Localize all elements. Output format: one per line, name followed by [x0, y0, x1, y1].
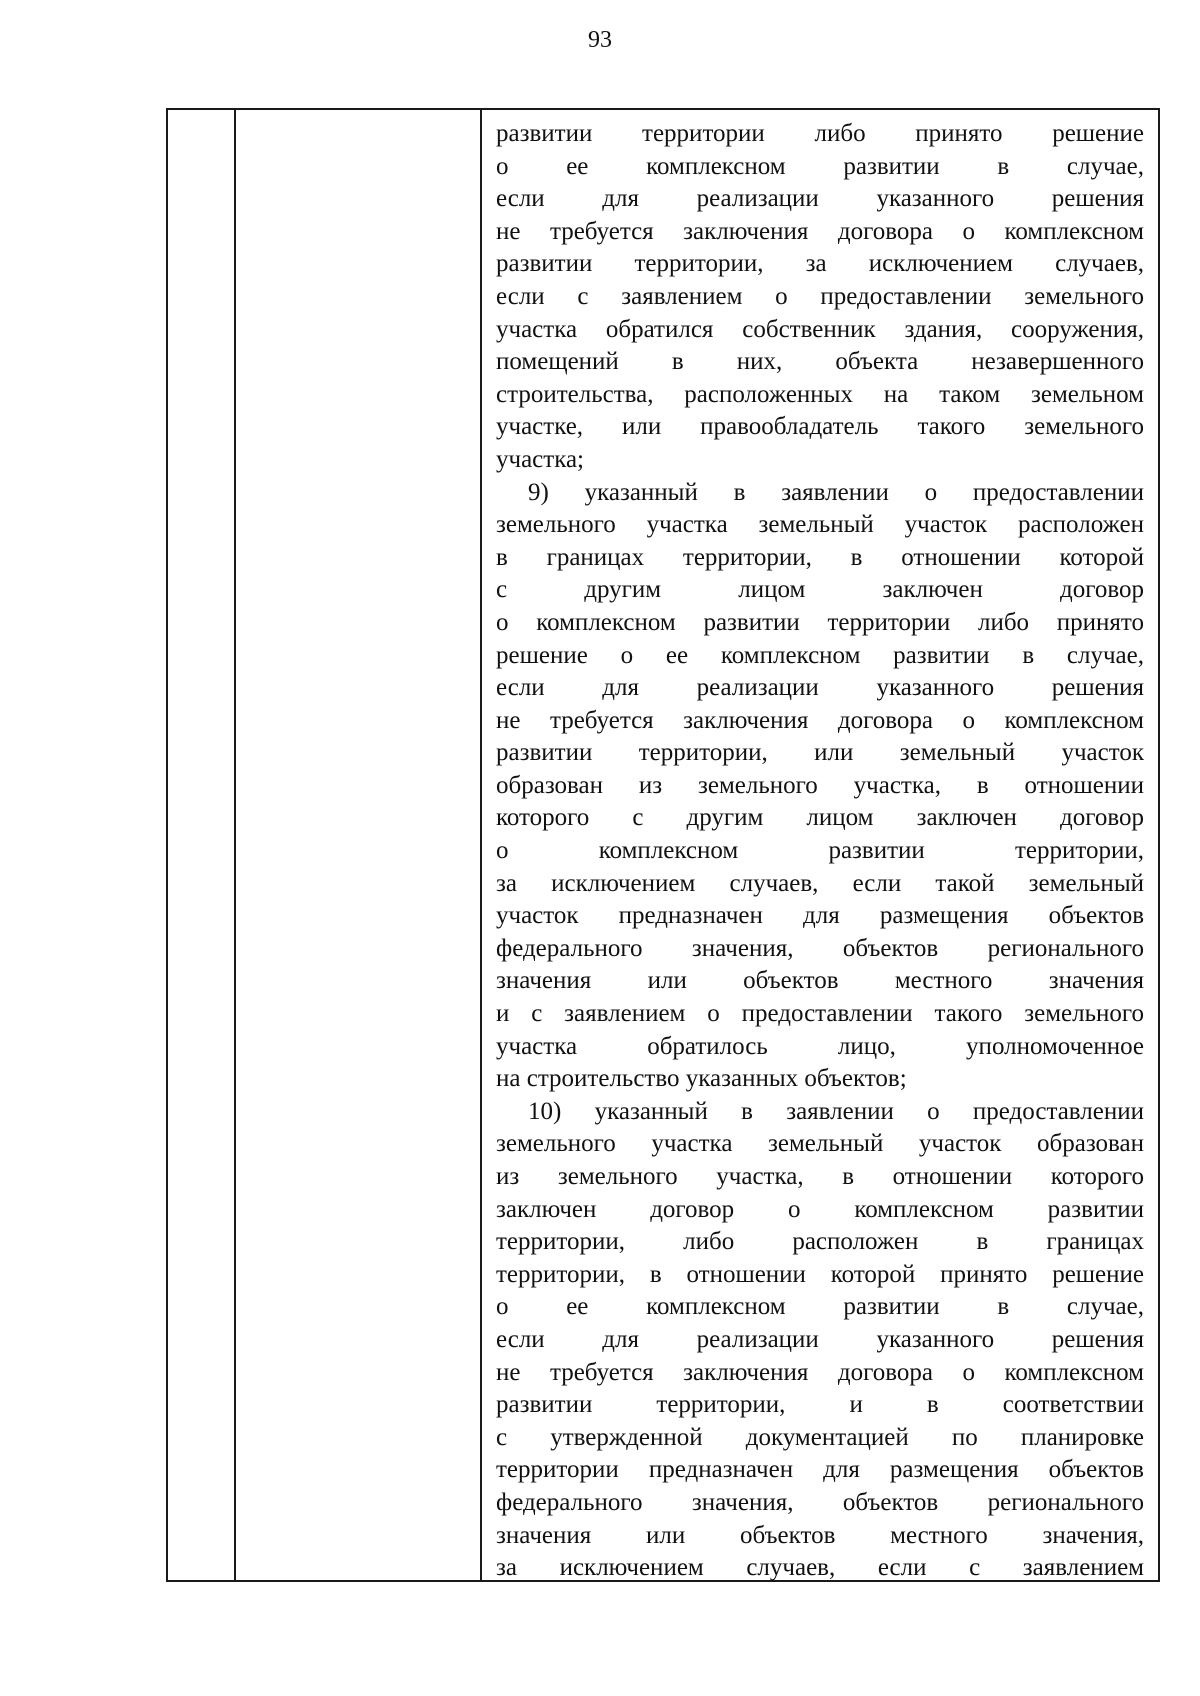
- text-line: развитии территории либо принято решение: [496, 120, 1144, 147]
- text-line: развитии территории, за исключением случаев,: [496, 250, 1144, 278]
- text-line: развитии территории, и в соответствии: [496, 1391, 1144, 1419]
- text-line: о ее комплексном развитии в случае,: [496, 1293, 1144, 1321]
- text-line: участок предназначен для размещения объектов: [496, 902, 1144, 930]
- text-line: 10) указанный в заявлении о предоставлении: [528, 1097, 1144, 1125]
- text-line: которого с другим лицом заключен договор: [496, 804, 1144, 832]
- text-line: участка обратилось лицо, уполномоченное: [496, 1032, 1144, 1060]
- text-line: о комплексном развитии территории либо принято: [496, 608, 1144, 636]
- document-table: [166, 108, 1160, 1582]
- text-line: участка обратился собственник здания, сооружения,: [496, 315, 1144, 343]
- table-cell-text: [496, 118, 1144, 1585]
- text-line: строительства, расположенных на таком земельном: [496, 380, 1144, 408]
- text-line: о комплексном развитии территории,: [496, 837, 1144, 865]
- text-line: из земельного участка, в отношении которого: [496, 1163, 1144, 1190]
- text-line: территории, либо расположен в границах: [496, 1228, 1144, 1256]
- column-divider-1: [234, 110, 236, 1580]
- text-line: территории предназначен для размещения объектов: [496, 1456, 1144, 1484]
- text-line: не требуется заключения договора о комплексном: [496, 706, 1144, 734]
- page-number: 93: [588, 27, 612, 53]
- text-line: помещений в них, объекта незавершенного: [496, 348, 1144, 376]
- text-line: о ее комплексном развитии в случае,: [496, 152, 1144, 180]
- text-line: с другим лицом заключен договор: [496, 576, 1144, 604]
- text-line: территории, в отношении которой принято решение: [496, 1260, 1144, 1288]
- text-line: федерального значения, объектов регионального: [496, 934, 1144, 962]
- text-line: решение о ее комплексном развитии в случае,: [496, 641, 1144, 669]
- text-line: с утвержденной документацией по планировке: [496, 1423, 1144, 1451]
- text-line: образован из земельного участка, в отношении: [496, 771, 1144, 799]
- text-line: и с заявлением о предоставлении такого земельного: [496, 1000, 1144, 1028]
- text-line: значения или объектов местного значения: [496, 967, 1144, 995]
- text-line: если для реализации указанного решения: [496, 674, 1144, 702]
- text-line: заключен договор о комплексном развитии: [496, 1195, 1144, 1223]
- text-line: не требуется заключения договора о комплексном: [496, 1358, 1144, 1386]
- text-line: земельного участка земельный участок образован: [496, 1130, 1144, 1158]
- text-line: если для реализации указанного решения: [496, 1325, 1144, 1353]
- text-line: развитии территории, или земельный участок: [496, 739, 1144, 767]
- text-line: на строительство указанных объектов;: [496, 1065, 907, 1093]
- text-line: 9) указанный в заявлении о предоставлении: [528, 478, 1144, 506]
- text-line: участка;: [496, 445, 585, 473]
- text-line: не требуется заключения договора о комплексном: [496, 217, 1144, 245]
- text-line: участке, или правообладатель такого земельного: [496, 413, 1144, 441]
- column-divider-2: [480, 110, 482, 1580]
- text-line: если с заявлением о предоставлении земельного: [496, 282, 1144, 310]
- text-line: федерального значения, объектов регионального: [496, 1488, 1144, 1516]
- text-line: за исключением случаев, если с заявлением: [496, 1554, 1144, 1582]
- text-line: в границах территории, в отношении которой: [496, 543, 1144, 571]
- text-line: за исключением случаев, если такой земельный: [496, 869, 1144, 897]
- text-line: если для реализации указанного решения: [496, 185, 1144, 213]
- text-line: значения или объектов местного значения,: [496, 1521, 1144, 1549]
- text-line: земельного участка земельный участок расположен: [496, 511, 1144, 539]
